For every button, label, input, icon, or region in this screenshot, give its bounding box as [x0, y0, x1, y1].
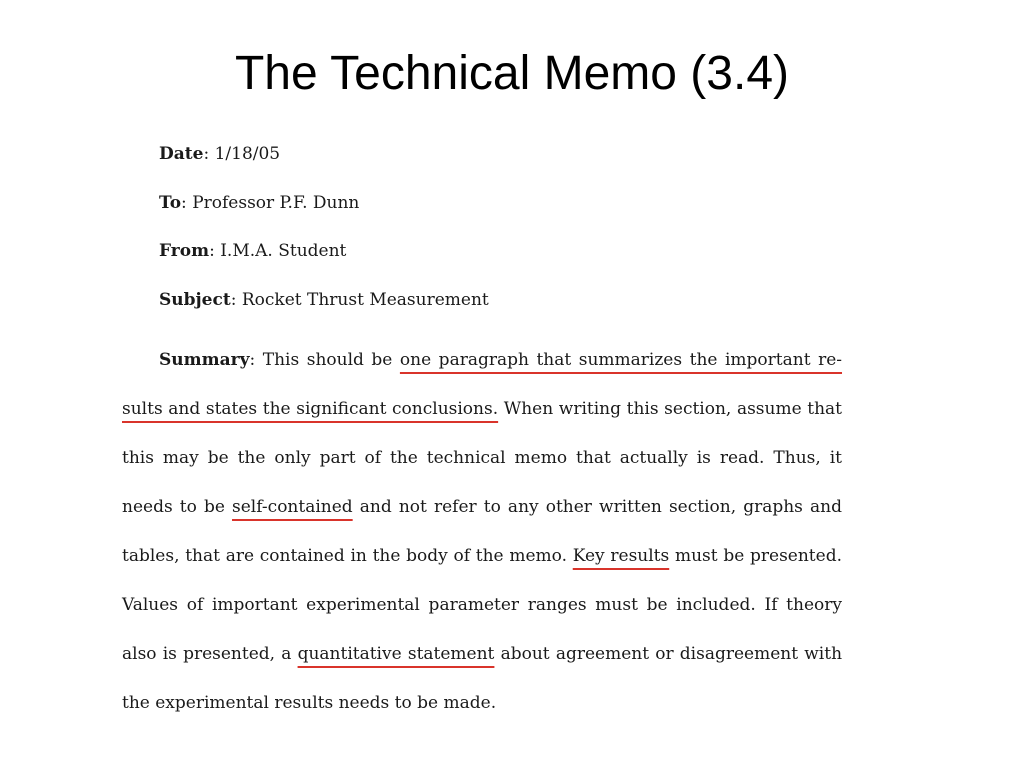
summary-line-5 [122, 538, 842, 574]
to-separator: : [181, 193, 187, 213]
memo-date-field [159, 136, 280, 172]
summary-text: This should be [262, 350, 393, 370]
date-value: 1/18/05 [214, 144, 281, 164]
memo-to-field [159, 185, 359, 221]
highlighted-phrase: one paragraph that summarizes the important re- [399, 350, 843, 370]
highlighted-phrase: sults and states the significant conclusions. [122, 399, 499, 419]
memo-subject-field [159, 282, 489, 318]
date-separator: : [203, 144, 210, 164]
summary-line-8 [122, 685, 842, 721]
summary-line-1 [159, 342, 842, 378]
summary-text: needs to be [122, 497, 225, 517]
from-label: From [159, 241, 210, 261]
highlighted-phrase: self-contained [232, 497, 353, 517]
subject-separator: : [230, 290, 237, 310]
from-value: I.M.A. Student [220, 241, 347, 261]
subject-value: Rocket Thrust Measurement [241, 290, 489, 310]
date-label: Date [159, 144, 204, 164]
summary-line-6 [122, 587, 842, 623]
summary-text: tables, that are contained in the body of the memo. [122, 546, 567, 566]
subject-label: Subject [159, 290, 231, 310]
summary-line-3 [122, 440, 842, 476]
to-value: Professor P.F. Dunn [192, 193, 360, 213]
summary-line-2 [122, 391, 842, 427]
highlighted-phrase: quantitative statement [297, 644, 495, 664]
summary-text: and not refer to any other written section, graphs and [359, 497, 842, 517]
summary-line-4 [122, 489, 842, 525]
summary-label: Summary [159, 350, 250, 370]
slide-title: The Technical Memo (3.4) [234, 47, 789, 100]
summary-text: this may be the only part of the technical memo that actually is read. Thus, it [122, 448, 842, 468]
summary-separator: : [249, 350, 256, 370]
summary-text: about agreement or disagreement with [500, 644, 843, 664]
summary-line-7 [122, 636, 842, 672]
to-label: To [159, 193, 182, 213]
summary-text: also is presented, a [122, 644, 292, 664]
highlighted-phrase: Key results [572, 546, 670, 566]
summary-text: must be presented. [674, 546, 842, 566]
summary-text: When writing this section, assume that [503, 399, 843, 419]
summary-text: the experimental results needs to be made. [122, 693, 497, 713]
summary-text: Values of important experimental parameter ranges must be included. If theory [122, 595, 842, 615]
from-separator: : [209, 241, 215, 261]
memo-from-field [159, 233, 346, 269]
